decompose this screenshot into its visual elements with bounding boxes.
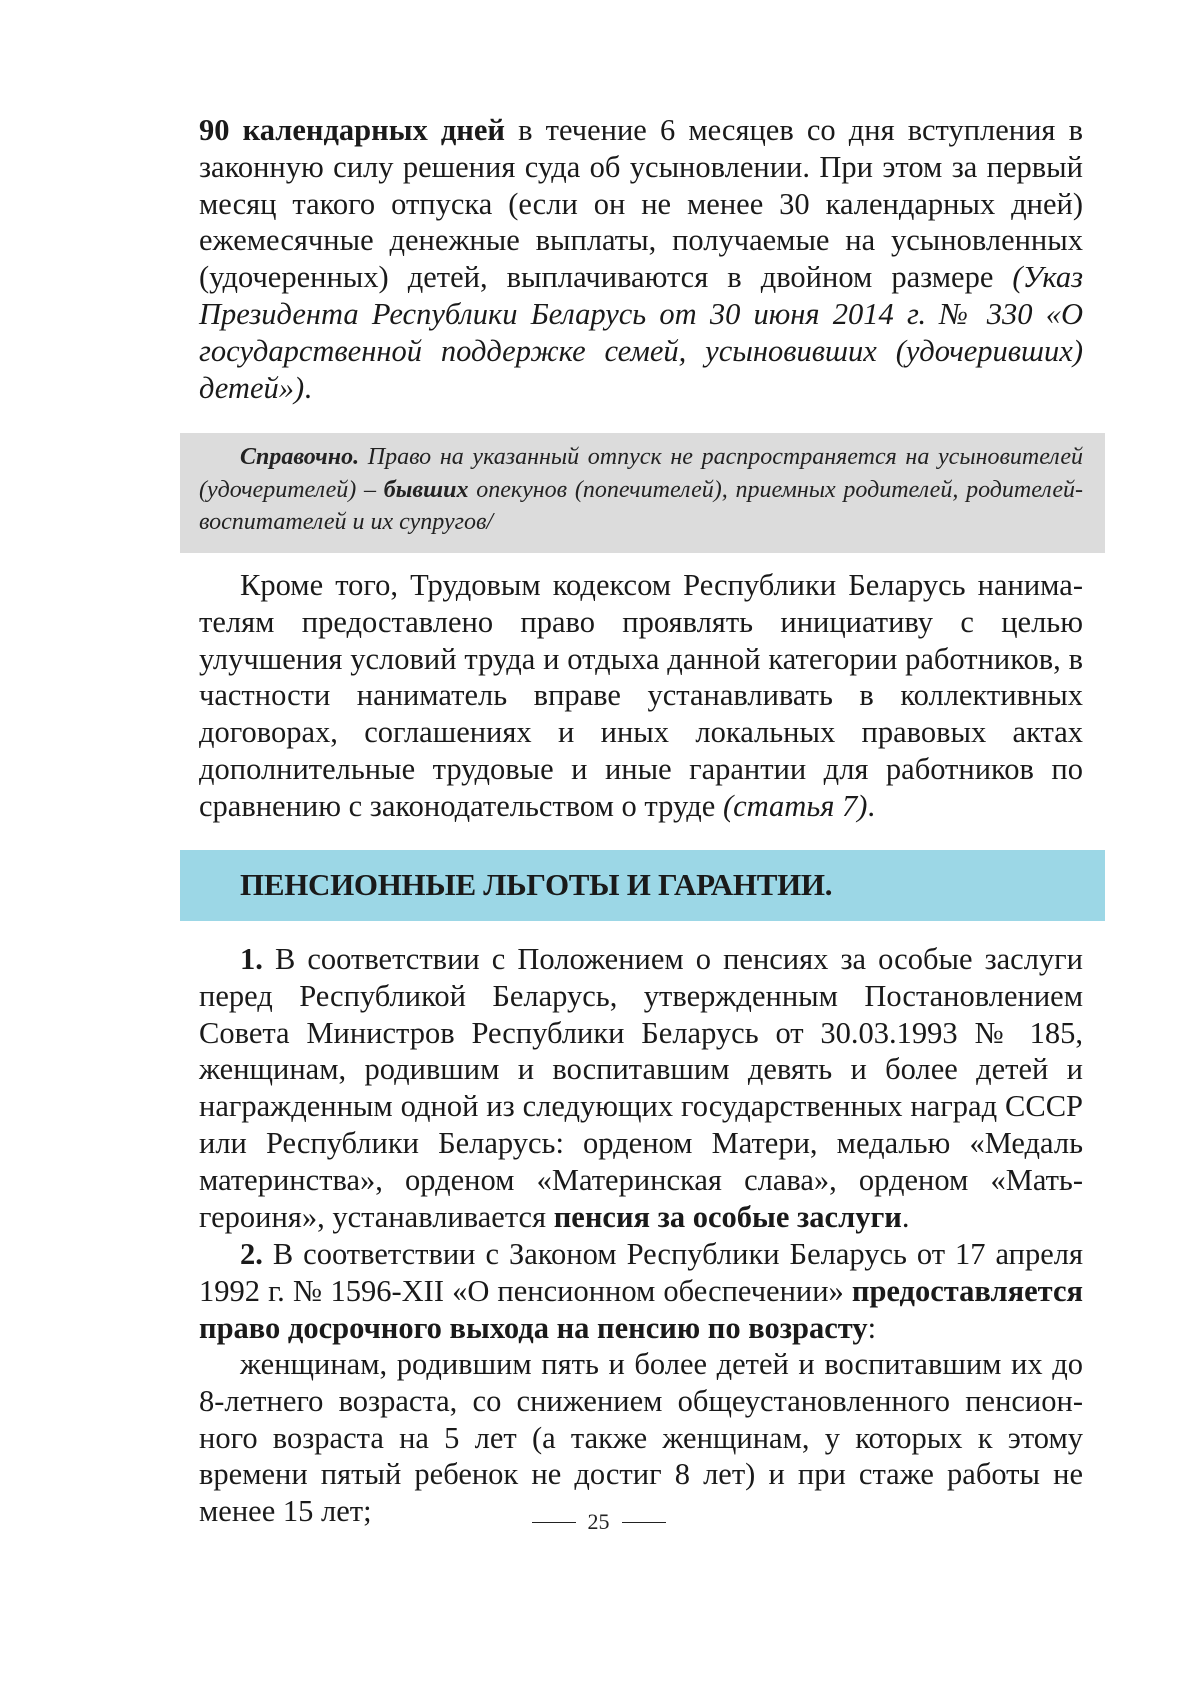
page-number: 25: [587, 1509, 610, 1534]
item-number: 2.: [240, 1237, 263, 1271]
footer-dash-right: [622, 1522, 666, 1523]
reference-note: Справочно. Право на указанный отпуск не распространяется на усыновителей (удочерителей) – бывших опекунов (попечителей), приемных родителей, родителей-воспитателей и их супругов/: [199, 444, 1083, 535]
bold-pension: пенсия за особые заслуги: [553, 1199, 902, 1234]
page-footer: [0, 1509, 1197, 1535]
note-label: Справочно.: [240, 444, 360, 470]
decree-reference: (Указ Президента Республики Беларусь от 30 июня 2014 г. № 330 «О государственной поддержке семей, усыновивших (удочеривших) детей»): [199, 260, 1083, 405]
list-item-1: 1. В соответствии с Положением о пенсиях за особые заслуги перед Республикой Беларусь, утвержденным Постановлением Совета Министров Республики Беларусь от 30.03.1993 № 185, женщинам, родившим и воспитавшим девять и более детей и награжденным одной из следующих государственных наград СССР или Республики Беларусь: орденом Матери, медалью «Медаль материнства», орденом «Материнская слава», орденом «Мать-героиня», устанавливается пенсия за особые заслуги.: [199, 942, 1083, 1234]
list-item-2-detail: женщинам, родившим пять и более детей и воспитавшим их до 8-летнего возраста, со снижением общеустановленного пенсионного возраста на 5 лет (а также женщинам, у которых к этому времени пятый ребенок не достиг 8 лет) и при стаже работы не менее 15 лет;: [199, 1347, 1083, 1529]
bold-early-retirement: предоставляется право досрочного выхода на пенсию по возрасту: [199, 1273, 1083, 1345]
paragraph-adoption-leave: 90 календарных дней в течение 6 месяцев со дня вступления в законную силу решения суда об усыновлении. При этом за первый месяц такого отпуска (если он не менее 30 календарных дней) ежемесячные денежные выплаты, получаемые на усыновленных (удочеренных) детей, выплачиваются в двойном размере (Указ Президента Республики Беларусь от 30 июня 2014 г. № 330 «О государственной поддержке семей, усыновивших (удочеривших) детей»).: [199, 113, 1083, 405]
paragraph-text: в течение 6 месяцев со дня вступления в законную силу решения суда об усыновлении. При этом за первый месяц такого отпуска (если он не менее 30 календарных дней) ежемесячные денежные выплаты, получаемые на усыновленных (удочеренных) детей, выплачиваются в двойном размере: [199, 113, 1083, 295]
section-title: ПЕНСИОННЫЕ ЛЬГОТЫ И ГАРАНТИИ.: [240, 867, 833, 902]
paragraph-labor-code: Кроме того, Трудовым кодексом Республики Беларусь нанимателям предоставлено право проявлять инициативу с целью улучшения условий труда и отдыха данной категории работников, в частности наниматель вправе устанавливать в коллективных договорах, соглашениях и иных локальных правовых актах дополнительные трудовые и иные гарантии для работников по сравнению с законодательством о труде (статья 7).: [199, 568, 1083, 823]
list-item-2: 2. В соответствии с Законом Республики Беларусь от 17 апреля 1992 г. № 1596-XII «О пенсионном обеспечении» предоставляется право досрочного выхода на пенсию по возрасту:: [199, 1237, 1083, 1345]
article-reference: (статья 7): [722, 788, 868, 823]
bold-duration: 90 календарных дней: [199, 113, 505, 147]
item-number: 1.: [240, 942, 263, 976]
footer-dash-left: [532, 1522, 576, 1523]
note-bold-word: бывших: [383, 476, 469, 503]
